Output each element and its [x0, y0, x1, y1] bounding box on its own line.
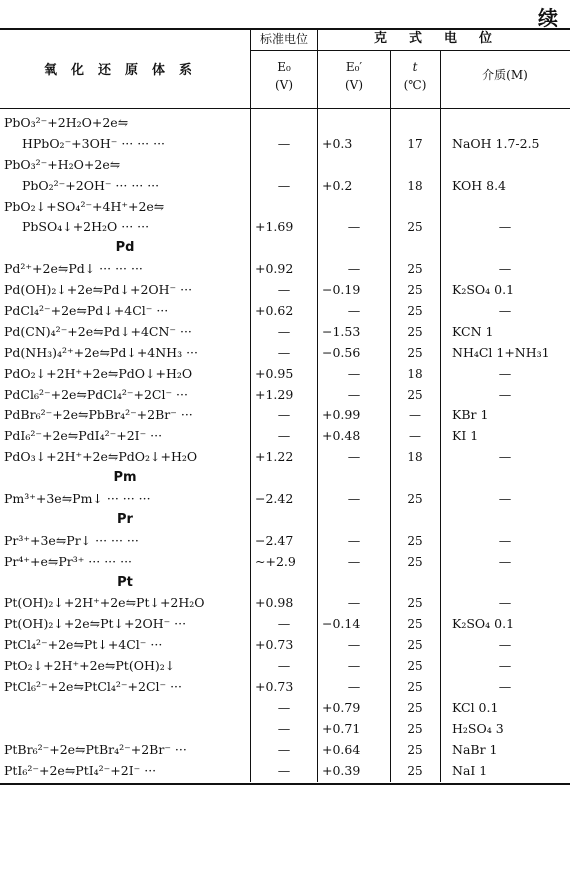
- redox-system: Pt(OH)₂↓+2H⁺+2e⇋Pt↓+2H₂O: [4, 595, 205, 611]
- standard-potential: +0.95: [255, 365, 294, 381]
- standard-potential: —: [277, 407, 291, 423]
- standard-potential: −2.47: [255, 532, 294, 548]
- table-row: [0, 301, 570, 322]
- table-row: [0, 698, 570, 719]
- redox-system: Pd(NH₃)₄²⁺+2e⇋Pd↓+4NH₃ ···: [4, 344, 198, 360]
- redox-system: Pd(CN)₄²⁻+2e⇋Pd↓+4CN⁻ ···: [4, 323, 192, 339]
- formal-potential: —: [347, 658, 361, 674]
- formal-potential: —: [347, 637, 361, 653]
- temperature: 18: [407, 366, 423, 381]
- temperature: 25: [407, 721, 423, 736]
- table-bottom-rule: [0, 783, 570, 785]
- temperature: 18: [407, 450, 423, 465]
- medium: —: [498, 532, 512, 548]
- medium: —: [498, 491, 512, 507]
- temperature: —: [409, 429, 421, 444]
- standard-potential: —: [277, 720, 291, 736]
- table-row: [0, 761, 570, 782]
- temperature: —: [409, 408, 421, 423]
- temperature: 25: [407, 659, 423, 674]
- section-element-label: Pm: [113, 470, 137, 486]
- table-row: [0, 155, 570, 176]
- table-row: [0, 677, 570, 698]
- redox-system: PbO₃²⁻+H₂O+2e⇋: [4, 156, 121, 172]
- medium: H₂SO₄ 3: [452, 720, 504, 736]
- medium: —: [498, 365, 512, 381]
- table-row: [0, 385, 570, 406]
- formal-potential: −0.19: [322, 282, 361, 298]
- redox-system: Pt(OH)₂↓+2e⇋Pt↓+2OH⁻ ···: [4, 616, 187, 632]
- temperature: 18: [407, 178, 423, 193]
- standard-potential: —: [277, 762, 291, 778]
- formal-potential: —: [347, 365, 361, 381]
- redox-system: PbO₃²⁻+2H₂O+2e⇋: [4, 115, 129, 130]
- table-row: [0, 719, 570, 740]
- medium: —: [498, 658, 512, 674]
- redox-system: PdO₃↓+2H⁺+2e⇋PdO₂↓+H₂O: [4, 449, 198, 465]
- formal-potential: +0.79: [322, 699, 361, 715]
- standard-potential: —: [277, 323, 291, 339]
- table-row: [0, 489, 570, 510]
- section-element-label: Pt: [117, 574, 133, 590]
- table-row: [0, 740, 570, 761]
- table-row: [0, 217, 570, 238]
- medium: —: [498, 219, 512, 235]
- formal-potential: —: [347, 595, 361, 611]
- medium: —: [498, 637, 512, 653]
- formal-potential: —: [347, 532, 361, 548]
- redox-system: PdCl₆²⁻+2e⇋PdCl₄²⁻+2Cl⁻ ···: [4, 386, 188, 402]
- redox-system: PtO₂↓+2H⁺+2e⇋Pt(OH)₂↓: [4, 658, 176, 674]
- header-formal-potential: 克式电位: [373, 31, 514, 46]
- temperature: 25: [407, 596, 423, 611]
- redox-system: PtCl₄²⁻+2e⇋Pt↓+4Cl⁻ ···: [4, 637, 163, 653]
- temperature: 25: [407, 324, 423, 339]
- medium: —: [498, 261, 512, 277]
- medium: NH₄Cl 1+NH₃1: [452, 344, 550, 360]
- medium: K₂SO₄ 0.1: [452, 616, 515, 632]
- header-medium: 介质(M): [482, 68, 528, 82]
- section-row: [0, 510, 570, 531]
- temperature: 25: [407, 700, 423, 715]
- header-e0: E₀ (V): [274, 60, 294, 92]
- medium: NaOH 1.7-2.5: [452, 135, 540, 151]
- formal-potential: —: [347, 261, 361, 277]
- redox-system: PdBr₆²⁻+2e⇋PbBr₄²⁻+2Br⁻ ···: [4, 407, 193, 423]
- header-standard-potential: 标准电位: [259, 32, 308, 46]
- continued-mark: 续: [538, 6, 558, 30]
- medium: KCl 0.1: [452, 699, 499, 715]
- table-row: [0, 405, 570, 426]
- redox-system: PdO₂↓+2H⁺+2e⇋PdO↓+H₂O: [4, 365, 193, 381]
- table-row: [0, 552, 570, 573]
- medium: NaBr 1: [452, 741, 498, 757]
- table-row: [0, 134, 570, 155]
- redox-system: Pd²⁺+2e⇋Pd↓ ··· ··· ···: [4, 261, 143, 277]
- header-ef: E₀′ (V): [344, 60, 364, 92]
- standard-potential: −2.42: [255, 491, 294, 507]
- redox-system: [4, 719, 250, 740]
- medium: —: [498, 303, 512, 319]
- temperature: 25: [407, 680, 423, 695]
- table-row: [0, 176, 570, 197]
- formal-potential: +0.3: [322, 135, 353, 151]
- table-header: [0, 28, 570, 109]
- standard-potential: —: [277, 428, 291, 444]
- temperature: 25: [407, 617, 423, 632]
- section-element-label: Pd: [115, 240, 135, 256]
- standard-potential: —: [277, 616, 291, 632]
- formal-potential: +0.2: [322, 177, 353, 193]
- redox-system: PbO₂²⁻+2OH⁻ ··· ··· ···: [22, 177, 160, 193]
- redox-potential-table: [0, 28, 570, 782]
- medium: NaI 1: [452, 762, 488, 778]
- medium: KI 1: [452, 428, 479, 444]
- table-row: [0, 593, 570, 614]
- medium: K₂SO₄ 0.1: [452, 282, 515, 298]
- temperature: 25: [407, 283, 423, 298]
- formal-potential: +0.64: [322, 741, 361, 757]
- redox-system: PdCl₄²⁻+2e⇋Pd↓+4Cl⁻ ···: [4, 303, 169, 319]
- redox-system: Pr³⁺+3e⇋Pr↓ ··· ··· ···: [4, 532, 139, 548]
- medium: KCN 1: [452, 323, 494, 339]
- section-row: [0, 238, 570, 259]
- medium: KBr 1: [452, 407, 489, 423]
- redox-system: PtCl₆²⁻+2e⇋PtCl₄²⁻+2Cl⁻ ···: [4, 679, 183, 695]
- section-row: [0, 573, 570, 594]
- table-row: [0, 614, 570, 635]
- redox-system: Pm³⁺+3e⇋Pm↓ ··· ··· ···: [4, 491, 151, 507]
- medium: —: [498, 449, 512, 465]
- standard-potential: —: [277, 658, 291, 674]
- redox-system: PdI₆²⁻+2e⇋PdI₄²⁻+2I⁻ ···: [4, 428, 163, 444]
- formal-potential: −1.53: [322, 323, 361, 339]
- table-row: [0, 426, 570, 447]
- table-row: [0, 447, 570, 468]
- formal-potential: —: [347, 386, 361, 402]
- formal-potential: —: [347, 219, 361, 235]
- table-row: [0, 259, 570, 280]
- formal-potential: +0.48: [322, 428, 361, 444]
- standard-potential: —: [277, 699, 291, 715]
- table-row: [0, 364, 570, 385]
- header-system: 氧化还原体系: [43, 62, 206, 78]
- standard-potential: —: [277, 135, 291, 151]
- standard-potential: —: [277, 282, 291, 298]
- medium: —: [498, 595, 512, 611]
- standard-potential: +0.92: [255, 261, 294, 277]
- table-body: [0, 109, 570, 782]
- header-temperature: t (℃): [403, 60, 427, 92]
- redox-system: Pd(OH)₂↓+2e⇋Pd↓+2OH⁻ ···: [4, 282, 193, 298]
- temperature: 25: [407, 345, 423, 360]
- table-row: [0, 113, 570, 134]
- table-row: [0, 197, 570, 218]
- standard-potential: ~+2.9: [255, 553, 296, 569]
- table-row: [0, 280, 570, 301]
- medium: —: [498, 553, 512, 569]
- standard-potential: +0.73: [255, 679, 294, 695]
- medium: —: [498, 386, 512, 402]
- temperature: 25: [407, 492, 423, 507]
- temperature: 25: [407, 304, 423, 319]
- table-row: [0, 531, 570, 552]
- temperature: 25: [407, 387, 423, 402]
- standard-potential: +1.29: [255, 386, 294, 402]
- temperature: 25: [407, 220, 423, 235]
- formal-potential: +0.99: [322, 407, 361, 423]
- redox-system: PtI₆²⁻+2e⇋PtI₄²⁻+2I⁻ ···: [4, 762, 157, 778]
- standard-potential: —: [277, 344, 291, 360]
- formal-potential: —: [347, 553, 361, 569]
- temperature: 25: [407, 533, 423, 548]
- table-row: [0, 635, 570, 656]
- section-row: [0, 468, 570, 489]
- redox-system: PbSO₄↓+2H₂O ··· ···: [22, 219, 150, 235]
- redox-system: Pr⁴⁺+e⇋Pr³⁺ ··· ··· ···: [4, 553, 133, 569]
- formal-potential: —: [347, 449, 361, 465]
- medium: —: [498, 679, 512, 695]
- standard-potential: +0.98: [255, 595, 294, 611]
- redox-system: PbO₂↓+SO₄²⁻+4H⁺+2e⇋: [4, 198, 165, 214]
- redox-system: [4, 698, 250, 719]
- temperature: 25: [407, 554, 423, 569]
- formal-potential: +0.39: [322, 762, 361, 778]
- standard-potential: +0.73: [255, 637, 294, 653]
- standard-potential: +1.22: [255, 449, 294, 465]
- formal-potential: −0.14: [322, 616, 361, 632]
- temperature: 17: [407, 136, 423, 151]
- table-row: [0, 322, 570, 343]
- redox-system: HPbO₂⁻+3OH⁻ ··· ··· ···: [22, 135, 166, 151]
- temperature: 25: [407, 763, 423, 778]
- standard-potential: +0.62: [255, 303, 294, 319]
- section-element-label: Pr: [117, 511, 133, 527]
- standard-potential: +1.69: [255, 219, 294, 235]
- temperature: 25: [407, 742, 423, 757]
- formal-potential: —: [347, 303, 361, 319]
- standard-potential: —: [277, 177, 291, 193]
- redox-system: PtBr₆²⁻+2e⇋PtBr₄²⁻+2Br⁻ ···: [4, 741, 187, 757]
- medium: KOH 8.4: [452, 177, 507, 193]
- formal-potential: —: [347, 491, 361, 507]
- formal-potential: −0.56: [322, 344, 361, 360]
- table-row: [0, 343, 570, 364]
- table-row: [0, 656, 570, 677]
- temperature: 25: [407, 638, 423, 653]
- formal-potential: +0.71: [322, 720, 361, 736]
- standard-potential: —: [277, 741, 291, 757]
- formal-potential: —: [347, 679, 361, 695]
- temperature: 25: [407, 262, 423, 277]
